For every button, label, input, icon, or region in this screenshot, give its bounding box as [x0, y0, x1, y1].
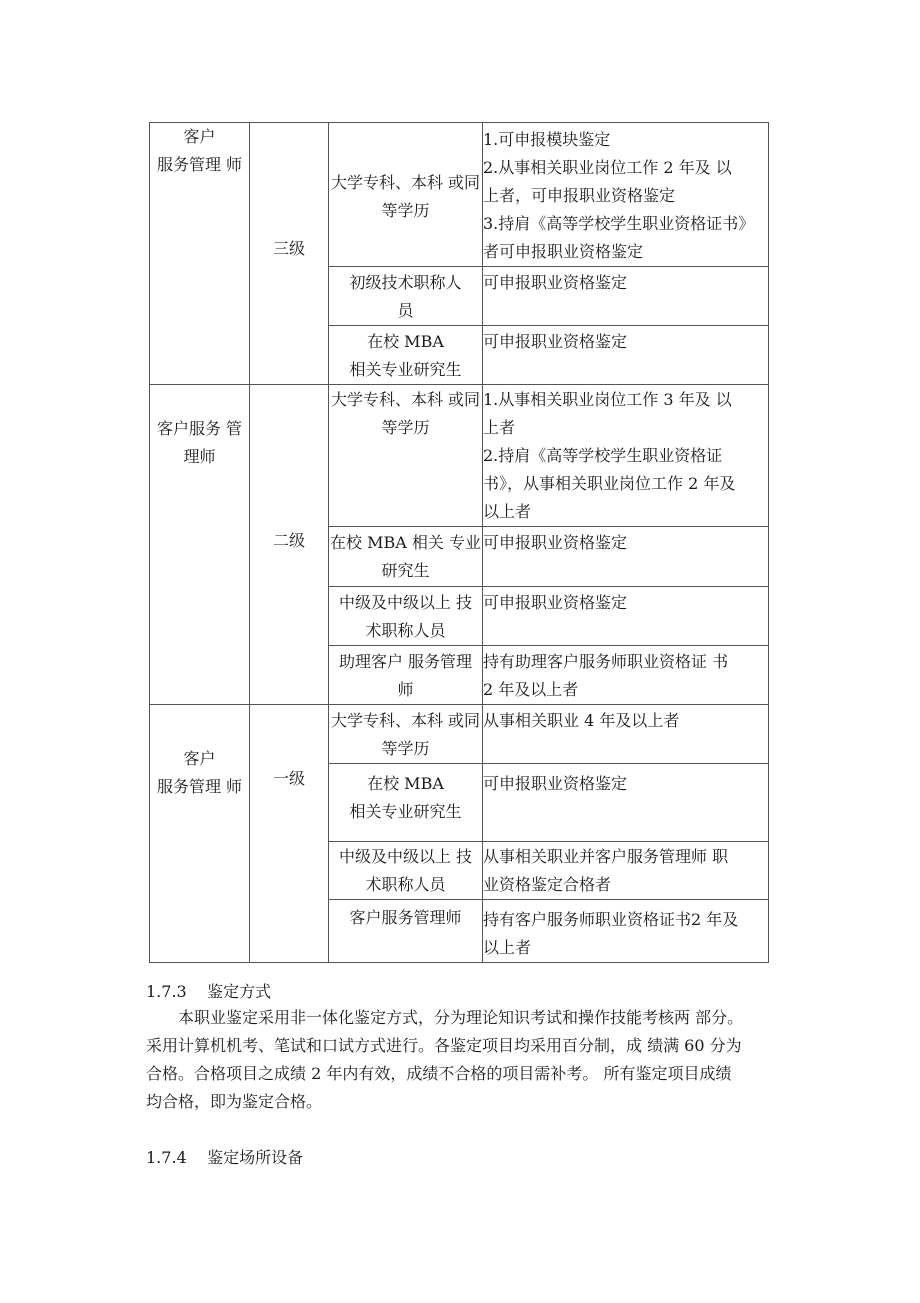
table-row: [150, 385, 769, 527]
requirement-cell: [483, 646, 769, 705]
level-label: 三级: [272, 239, 305, 258]
education-line: 中级及中级以上 技: [338, 847, 473, 866]
education-line: 研究生: [381, 561, 430, 580]
occupation-line: 客户: [183, 127, 216, 146]
education-line: 助理客户 服务管理: [338, 652, 473, 671]
requirement-line: 持有助理客户服务师职业资格证 书: [483, 652, 729, 671]
level-cell: [250, 385, 329, 705]
occupation-line: 理师: [183, 447, 216, 466]
paragraph-line: 均合格，即为鉴定合格。: [146, 1092, 323, 1111]
qualification-table: [149, 122, 769, 963]
requirement-cell: [483, 123, 769, 267]
education-cell: [329, 326, 483, 385]
education-cell: [329, 705, 483, 764]
requirement-line: 书》，从事相关职业岗位工作 2 年及: [483, 474, 736, 493]
education-cell: [329, 385, 483, 527]
requirement-line: 者可申报职业资格鉴定: [483, 242, 644, 261]
requirement-line: 3.持肩《高等学校学生职业资格证书》: [483, 214, 755, 233]
section-title: 鉴定场所设备: [207, 1148, 304, 1167]
requirement-line: 上者: [483, 418, 516, 437]
education-line: 术职称人员: [365, 875, 446, 894]
education-line: 大学专科、本科 或同: [330, 173, 481, 192]
assessment-method-paragraph: [146, 1004, 786, 1116]
education-line: 等学历: [381, 201, 430, 220]
occupation-cell: [150, 385, 250, 705]
occupation-line: 客户服务 管: [156, 419, 243, 438]
education-cell: [329, 527, 483, 587]
education-line: 在校 MBA: [367, 774, 444, 793]
requirement-line: 上者，可申报职业资格鉴定: [483, 186, 676, 205]
requirement-line: 可申报职业资格鉴定: [483, 593, 628, 612]
education-cell: [329, 267, 483, 326]
education-line: 等学历: [381, 739, 430, 758]
education-line: 中级及中级以上 技: [338, 593, 473, 612]
requirement-line: 2.从事相关职业岗位工作 2 年及 以: [483, 158, 732, 177]
education-line: 员: [397, 301, 414, 320]
education-line: 等学历: [381, 418, 430, 437]
occupation-line: 服务管理 师: [156, 777, 243, 796]
requirement-line: 1.从事相关职业岗位工作 3 年及 以: [483, 390, 732, 409]
occupation-line: 客户: [183, 749, 216, 768]
education-line: 客户服务管理师: [349, 908, 462, 927]
requirement-line: 从事相关职业并客户服务管理师 职: [483, 847, 729, 866]
occupation-cell: [150, 123, 250, 385]
education-line: 大学专科、本科 或同: [330, 390, 481, 409]
requirement-line: 2 年及以上者: [483, 680, 579, 699]
requirement-line: 持有客户服务师职业资格证书2 年及: [483, 910, 739, 929]
requirement-cell: [483, 705, 769, 764]
education-line: 术职称人员: [365, 621, 446, 640]
section-number: 1.7.4: [146, 1148, 187, 1167]
table-row: [150, 705, 769, 764]
level-label: 一级: [272, 769, 305, 788]
requirement-cell: [483, 900, 769, 963]
requirement-line: 可申报职业资格鉴定: [483, 332, 628, 351]
level-cell: [250, 123, 329, 385]
requirement-line: 以上者: [483, 502, 532, 521]
education-cell: [329, 587, 483, 646]
education-line: 相关专业研究生: [349, 802, 462, 821]
section-heading-1-7-4: [146, 1144, 303, 1172]
paragraph-line: 合格。合格项目之成绩 2 年内有效，成绩不合格的项目需补考。 所有鉴定项目成绩: [146, 1064, 732, 1083]
occupation-cell: [150, 705, 250, 963]
education-cell: [329, 900, 483, 963]
education-line: 师: [397, 680, 414, 699]
section-number: 1.7.3: [146, 982, 187, 1001]
education-line: 在校 MBA 相关 专业: [330, 533, 481, 552]
education-cell: [329, 842, 483, 900]
requirement-line: 可申报职业资格鉴定: [483, 273, 628, 292]
requirement-line: 业资格鉴定合格者: [483, 875, 612, 894]
requirement-cell: [483, 527, 769, 587]
section-heading-1-7-3: [146, 978, 271, 1006]
education-cell: [329, 764, 483, 842]
requirement-line: 1.可申报模块鉴定: [483, 130, 611, 149]
education-line: 初级技术职称人: [349, 273, 462, 292]
section-title: 鉴定方式: [207, 982, 272, 1001]
requirement-cell: [483, 385, 769, 527]
requirement-line: 从事相关职业 4 年及以上者: [483, 711, 680, 730]
paragraph-line: 采用计算机机考、笔试和口试方式进行。各鉴定项目均采用百分制，成 绩满 60 分为: [146, 1036, 742, 1055]
requirement-line: 可申报职业资格鉴定: [483, 533, 628, 552]
requirement-cell: [483, 587, 769, 646]
requirement-line: 可申报职业资格鉴定: [483, 774, 628, 793]
education-line: 相关专业研究生: [349, 360, 462, 379]
education-cell: [329, 123, 483, 267]
requirement-line: 以上者: [483, 938, 532, 957]
requirement-cell: [483, 764, 769, 842]
education-cell: [329, 646, 483, 705]
requirement-line: 2.持肩《高等学校学生职业资格证: [483, 446, 723, 465]
paragraph-line: 本职业鉴定采用非一体化鉴定方式，分为理论知识考试和操作技能考核两 部分。: [178, 1008, 744, 1027]
level-cell: [250, 705, 329, 963]
occupation-line: 服务管理 师: [156, 155, 243, 174]
level-label: 二级: [272, 531, 305, 550]
table-row: [150, 123, 769, 267]
requirement-cell: [483, 267, 769, 326]
education-line: 在校 MBA: [367, 332, 444, 351]
requirement-cell: [483, 842, 769, 900]
requirement-cell: [483, 326, 769, 385]
education-line: 大学专科、本科 或同: [330, 711, 481, 730]
